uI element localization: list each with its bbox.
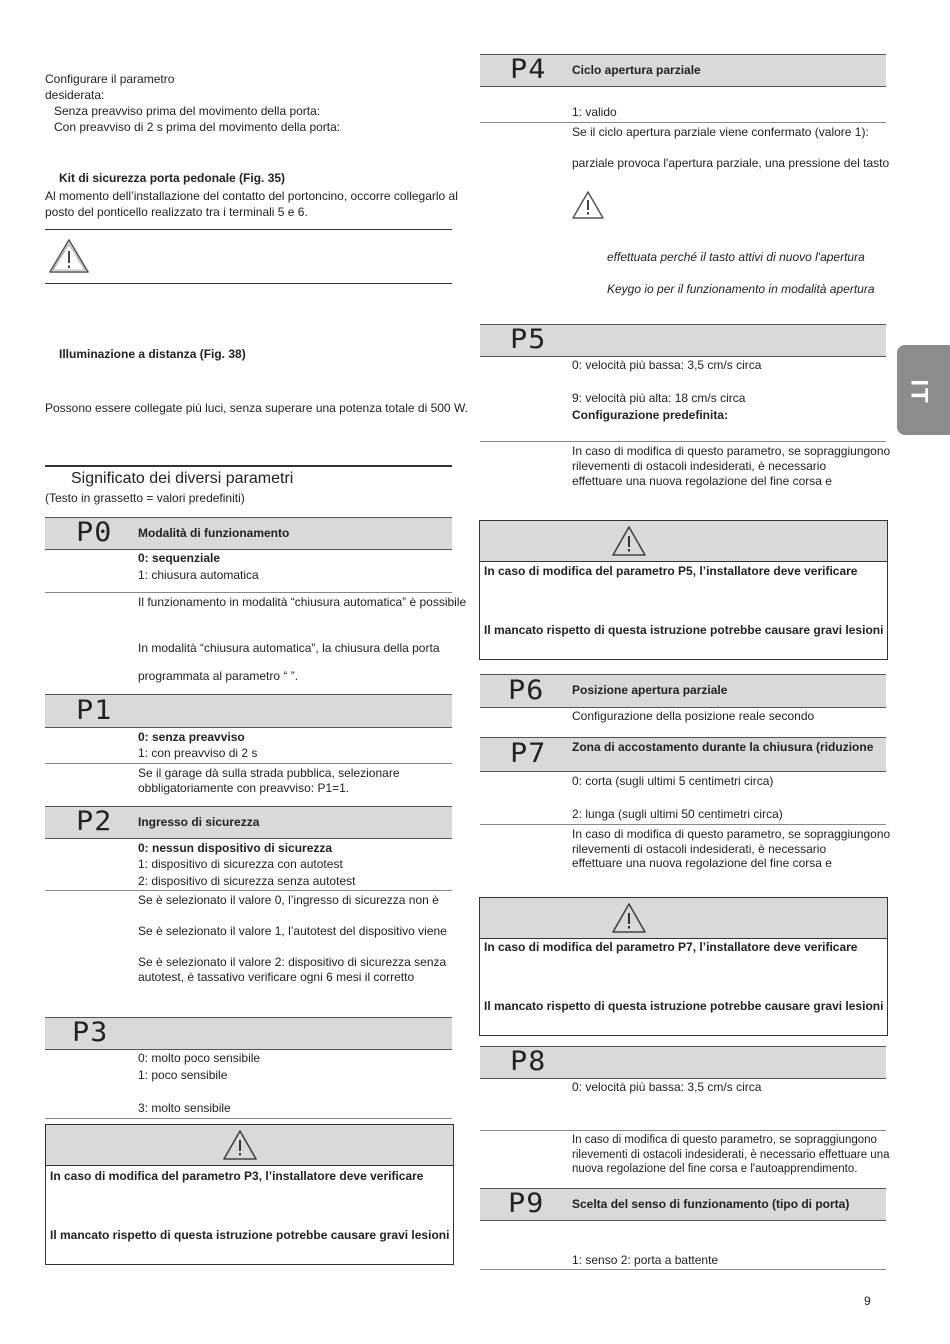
- intro-line: Configurare il parametro: [45, 72, 175, 86]
- param-default-option: 0: sequenziale: [138, 551, 221, 565]
- warning-box-p7: [479, 897, 888, 1036]
- param-option: 0: corta (sugli ultimi 5 centimetri circa): [572, 774, 774, 788]
- warning-triangle-icon: [222, 1129, 258, 1161]
- warning-text: Il mancato rispetto di questa istruzione potrebbe causare gravi lesioni: [50, 1228, 450, 1242]
- param-note: Keygo io per il funzionamento in modalità apertura: [607, 282, 875, 296]
- param-code: P5: [510, 324, 547, 355]
- param-option: 0: molto poco sensibile: [138, 1051, 261, 1065]
- param-code: P3: [72, 1017, 109, 1048]
- param-default-option: 0: senza preavviso: [138, 730, 245, 744]
- divider: [45, 592, 452, 593]
- param-option: 1: poco sensibile: [138, 1068, 228, 1082]
- warning-text: In caso di modifica del parametro P7, l’installatore deve verificare: [484, 940, 858, 954]
- warning-triangle-icon: [611, 525, 647, 557]
- intro-line: Con preavviso di 2 s prima del movimento della porta:: [54, 120, 341, 134]
- param-default: Configurazione predefinita:: [572, 408, 728, 422]
- param-code: P2: [76, 806, 113, 837]
- param-title: Zona di accostamento durante la chiusura (riduzione: [572, 740, 874, 754]
- divider: [45, 283, 452, 284]
- param-note: rilevementi di ostacoli indesiderati, è necessario: [572, 459, 827, 473]
- param-note: Se è selezionato il valore 2: dispositivo di sicurezza senza: [138, 955, 447, 969]
- param-option: 1: valido: [572, 105, 617, 119]
- param-option: 9: velocità più alta: 18 cm/s circa: [572, 391, 746, 405]
- param-option: 2: dispositivo di sicurezza senza autotest: [138, 874, 356, 888]
- divider: [45, 763, 452, 764]
- param-option: 1: senso 2: porta a battente: [572, 1253, 719, 1267]
- param-option: 1: chiusura automatica: [138, 568, 259, 582]
- warning-triangle-icon: [571, 190, 605, 220]
- param-option: 1: con preavviso di 2 s: [138, 746, 258, 760]
- param-note: rilevementi di ostacoli indesiderati, è necessario: [572, 842, 827, 856]
- param-note: obbligatoriamente con preavviso: P1=1.: [138, 781, 350, 795]
- param-option: 0: velocità più bassa: 3,5 cm/s circa: [572, 358, 762, 372]
- param-title: Modalità di funzionamento: [138, 526, 290, 540]
- language-tab-label: IT: [905, 379, 933, 405]
- param-title: Scelta del senso di funzionamento (tipo di porta): [572, 1197, 850, 1211]
- param-note: effettuata perché il tasto attivi di nuovo l'apertura: [607, 250, 865, 264]
- page-number: 9: [864, 1294, 871, 1308]
- param-note: Configurazione della posizione reale secondo: [572, 709, 815, 723]
- divider: [45, 229, 452, 230]
- param-option: 3: molto sensibile: [138, 1101, 231, 1115]
- param-note: In caso di modifica di questo parametro, se sopraggiungono: [572, 1134, 877, 1146]
- param-code: P9: [508, 1188, 545, 1219]
- param-note: Se è selezionato il valore 0, l’ingresso di sicurezza non è: [138, 893, 439, 907]
- param-note: effettuare una nuova regolazione del fine corsa e: [572, 856, 832, 870]
- warning-box-p3: [45, 1124, 454, 1265]
- warning-box-p5: [479, 520, 888, 660]
- param-note: Se il garage dà sulla strada pubblica, selezionare: [138, 766, 400, 780]
- divider: [45, 1118, 452, 1119]
- warning-header: [480, 898, 887, 939]
- param-note: autotest, è tassativo verificare ogni 6 mesi il corretto: [138, 970, 415, 984]
- param-title: Posizione apertura parziale: [572, 683, 728, 697]
- param-note: rilevementi di ostacoli indesiderati, è necessario effettuare una: [572, 1149, 890, 1161]
- param-note: In modalità “chiusura automatica”, la chiusura della porta: [138, 641, 440, 655]
- param-note: nuova regolazione del fine corsa e l'autoapprendimento.: [572, 1163, 858, 1175]
- divider: [480, 441, 886, 442]
- param-code: P1: [76, 695, 113, 726]
- param-default-option: 0: nessun dispositivo di sicurezza: [138, 841, 333, 855]
- param-note: Il funzionamento in modalità “chiusura automatica” è possibile: [138, 595, 467, 609]
- kit-title: Kit di sicurezza porta pedonale (Fig. 35): [59, 171, 286, 185]
- param-code: P4: [510, 54, 547, 85]
- param-note: effettuare una nuova regolazione del fine corsa e: [572, 474, 832, 488]
- kit-text: posto del ponticello realizzato tra i terminali 5 e 6.: [45, 205, 308, 219]
- intro-line: Senza preavviso prima del movimento della porta:: [54, 104, 321, 118]
- warning-text: In caso di modifica del parametro P3, l’installatore deve verificare: [50, 1169, 424, 1183]
- param-note: Se è selezionato il valore 1, l’autotest del dispositivo viene: [138, 924, 447, 938]
- warning-text: Il mancato rispetto di questa istruzione potrebbe causare gravi lesioni: [484, 623, 884, 637]
- param-title: Ingresso di sicurezza: [138, 815, 260, 829]
- param-code: P7: [510, 738, 547, 769]
- param-note: Se il ciclo apertura parziale viene confermato (valore 1):: [572, 125, 869, 139]
- param-note: In caso di modifica di questo parametro, se sopraggiungono: [572, 827, 891, 841]
- section-subtitle: (Testo in grassetto = valori predefiniti): [45, 491, 245, 505]
- divider: [480, 824, 886, 825]
- param-code: P6: [508, 675, 545, 706]
- param-note: In caso di modifica di questo parametro, se sopraggiungono: [572, 444, 891, 458]
- param-option: 2: lunga (sugli ultimi 50 centimetri circa): [572, 807, 783, 821]
- warning-text: In caso di modifica del parametro P5, l’installatore deve verificare: [484, 564, 858, 578]
- param-note: programmata al parametro “ ”.: [138, 669, 299, 683]
- divider: [480, 122, 886, 123]
- divider: [480, 1269, 886, 1270]
- param-note: parziale provoca l'apertura parziale, una pressione del tasto: [572, 156, 890, 170]
- warning-header: [480, 521, 887, 562]
- divider: [45, 890, 452, 891]
- section-rule: [45, 465, 452, 467]
- warning-triangle-icon: [611, 902, 647, 934]
- divider: [480, 1130, 886, 1131]
- param-code: P8: [510, 1046, 547, 1077]
- param-code: P0: [76, 517, 113, 548]
- intro-line: desiderata:: [45, 88, 105, 102]
- illumination-text: Possono essere collegate più luci, senza superare una potenza totale di 500 W.: [45, 401, 468, 415]
- param-title: Ciclo apertura parziale: [572, 63, 701, 77]
- warning-text: Il mancato rispetto di questa istruzione potrebbe causare gravi lesioni: [484, 999, 884, 1013]
- warning-triangle-icon: [48, 238, 90, 274]
- param-option: 0: velocità più bassa: 3,5 cm/s circa: [572, 1080, 762, 1094]
- kit-text: Al momento dell’installazione del contatto del portoncino, occorre collegarlo al: [45, 189, 458, 203]
- illumination-title: Illuminazione a distanza (Fig. 38): [59, 347, 246, 361]
- param-option: 1: dispositivo di sicurezza con autotest: [138, 857, 343, 871]
- section-title: Significato dei diversi parametri: [71, 470, 294, 487]
